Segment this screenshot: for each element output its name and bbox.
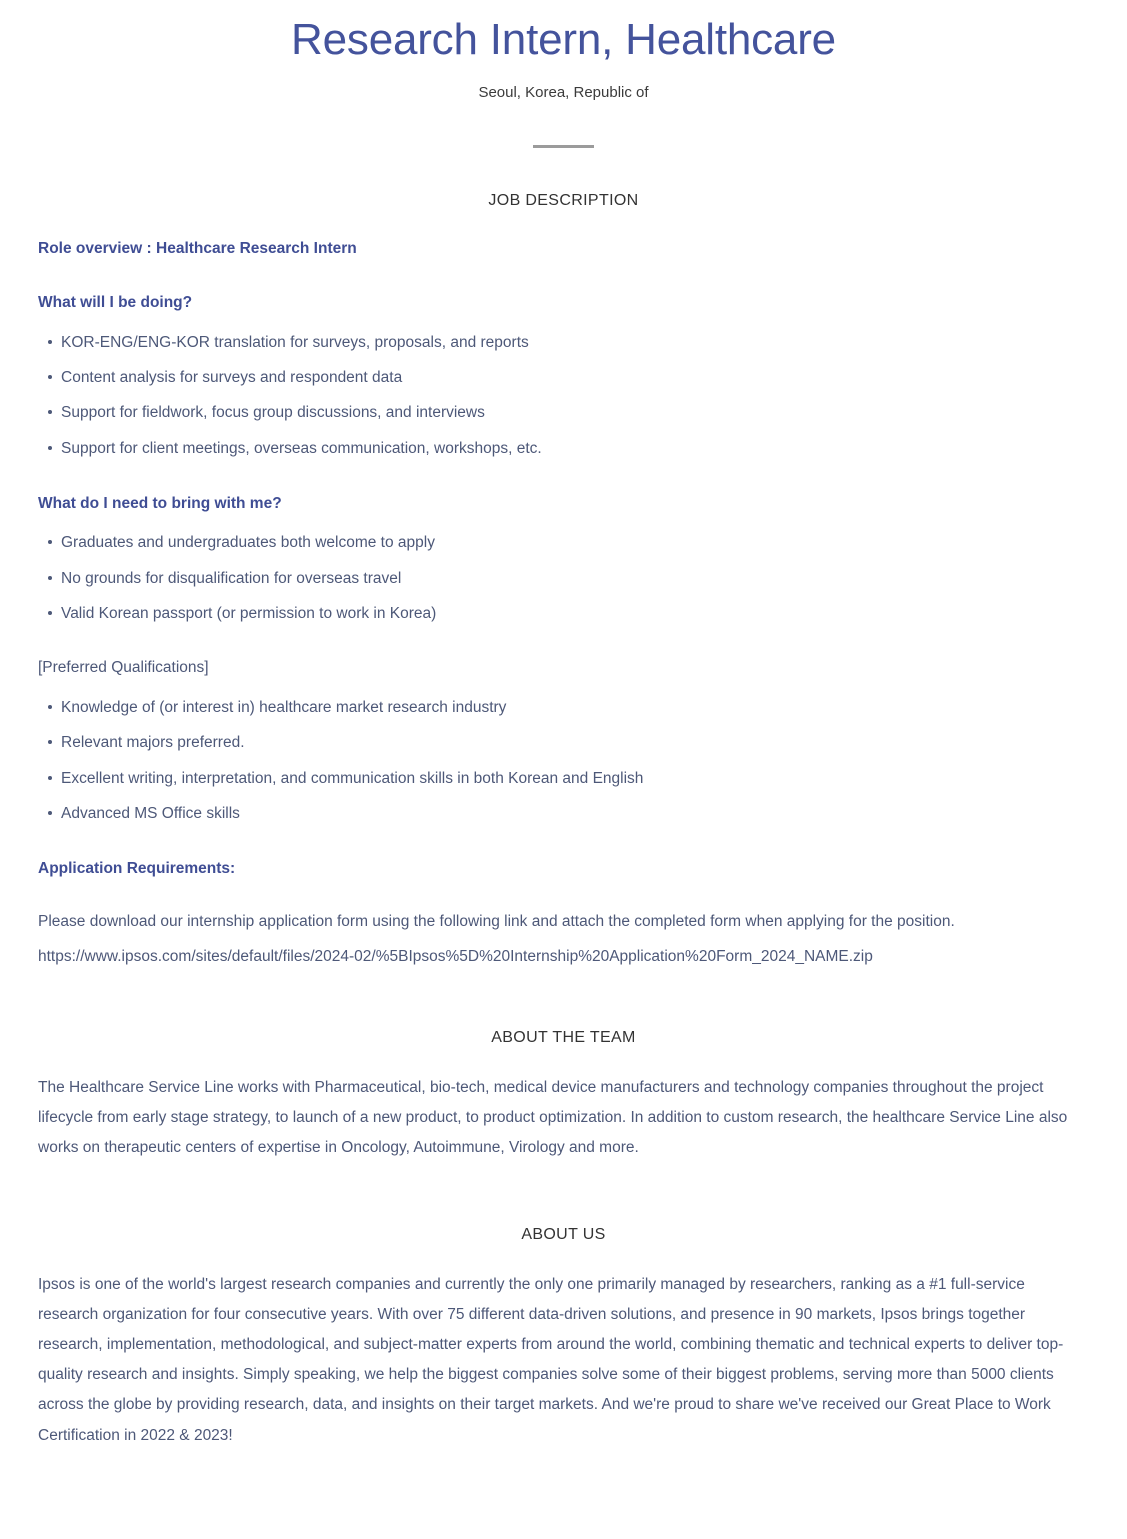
page-bottom-spacer	[0, 1451, 1127, 1489]
list-item: No grounds for disqualification for overseas travel	[61, 567, 1089, 590]
section-heading-about-the-team: ABOUT THE TEAM	[491, 1028, 636, 1046]
list-item: Valid Korean passport (or permission to work in Korea)	[61, 602, 1089, 625]
list-item: Support for client meetings, overseas communication, workshops, etc.	[61, 437, 1089, 460]
preferred-qualifications-list	[38, 696, 1089, 825]
application-form-instructions: Please download our internship application form using the following link and attach the completed form when applying for the position.	[38, 912, 955, 930]
job-location: Seoul, Korea, Republic of	[478, 83, 649, 101]
list-item: Graduates and undergraduates both welcome to apply	[61, 531, 1089, 554]
role-overview-heading: Role overview : Healthcare Research Intern	[38, 239, 357, 257]
header-divider-wrap	[0, 145, 1127, 148]
preferred-qualifications-label: [Preferred Qualifications]	[38, 659, 209, 677]
list-item: Content analysis for surveys and respondent data	[61, 366, 1089, 389]
section-heading-about-us: ABOUT US	[521, 1225, 606, 1243]
about-the-team-paragraph: The Healthcare Service Line works with Pharmaceutical, bio-tech, medical device manufacturers and technology companies throughout the project lifecycle from early stage strategy, to launch of a new product, to product optimization. In addition to custom research, the healthcare Service Line also works on therapeutic centers of expertise in Oncology, Autoimmune, Virology and more.	[38, 1078, 1068, 1157]
about-us-paragraph: Ipsos is one of the world's largest research companies and currently the only one primarily managed by researchers, ranking as a #1 full-service research organization for four consecutive years. With over 75 different data-driven solutions, and presence in 90 markets, Ipsos brings together research, implementation, methodological, and subject-matter experts from around the world, combining thematic and technical experts to deliver top-quality research and insights. Simply speaking, we help the biggest companies solve some of their biggest problems, serving more than 5000 clients across the globe by providing research, data, and insights on their target markets. And we're proud to share we've received our Great Place to Work Certification in 2022 & 2023!	[38, 1275, 1064, 1444]
page-title: Research Intern, Healthcare	[291, 15, 836, 64]
list-item: Advanced MS Office skills	[61, 802, 1089, 825]
application-form-url[interactable]: https://www.ipsos.com/sites/default/files/2024-02/%5BIpsos%5D%20Internship%20Application%20Form_2024_NAME.zip	[38, 947, 873, 965]
requirements-list	[38, 531, 1089, 625]
about-us-content	[0, 1270, 1127, 1451]
list-item: Knowledge of (or interest in) healthcare market research industry	[61, 696, 1089, 719]
list-item: Relevant majors preferred.	[61, 731, 1089, 754]
about-the-team-content	[0, 1073, 1127, 1164]
horizontal-rule-divider	[533, 145, 594, 148]
job-header	[0, 0, 1127, 148]
section-heading-job-description: JOB DESCRIPTION	[488, 191, 639, 209]
list-item: Excellent writing, interpretation, and communication skills in both Korean and English	[61, 767, 1089, 790]
list-item: KOR-ENG/ENG-KOR translation for surveys, proposals, and reports	[61, 331, 1089, 354]
what-will-i-be-doing-heading: What will I be doing?	[38, 294, 193, 312]
application-requirements-heading: Application Requirements:	[38, 860, 236, 878]
what-do-i-need-heading: What do I need to bring with me?	[38, 494, 282, 512]
list-item: Support for fieldwork, focus group discussions, and interviews	[61, 401, 1089, 424]
job-description-content	[0, 238, 1127, 969]
responsibilities-list	[38, 331, 1089, 460]
